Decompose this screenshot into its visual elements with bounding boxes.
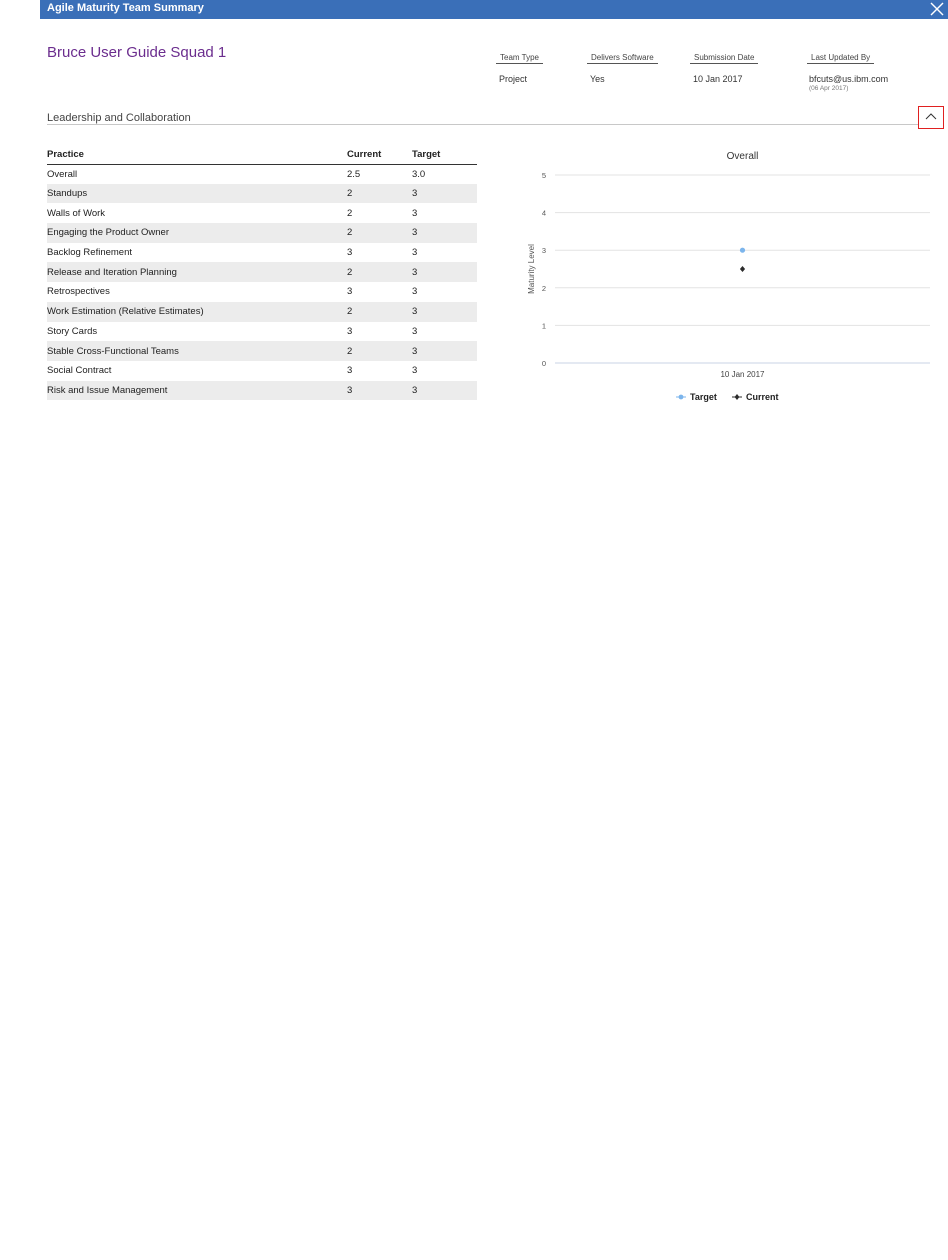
current-cell: 2 <box>347 207 353 219</box>
practice-cell: Stable Cross-Functional Teams <box>47 341 347 361</box>
practice-cell: Walls of Work <box>47 207 106 219</box>
table-row <box>47 322 477 342</box>
meta-value: Yes <box>590 74 605 84</box>
y-tick-label: 5 <box>541 171 547 180</box>
section-title: Leadership and Collaboration <box>47 112 191 124</box>
table-row <box>47 302 477 322</box>
y-tick-label: 4 <box>541 208 547 218</box>
practice-cell: Overall <box>47 168 78 180</box>
meta-label: Last Updated By <box>807 53 874 64</box>
table-row <box>47 203 477 223</box>
meta-label: Team Type <box>496 53 543 64</box>
current-cell: 3 <box>347 365 353 377</box>
table-row <box>47 381 477 401</box>
title-bar <box>40 0 948 19</box>
meta-value: bfcuts@us.ibm.com <box>809 74 889 84</box>
target-cell: 3 <box>412 325 418 337</box>
table-row <box>47 223 477 243</box>
target-cell: 3 <box>412 184 477 204</box>
practice-cell: Social Contract <box>47 365 112 377</box>
practice-cell: Engaging the Product Owner <box>47 223 347 243</box>
target-cell: 3 <box>412 341 477 361</box>
meta-sub: (06 Apr 2017) <box>809 85 849 92</box>
current-cell: 2 <box>347 341 412 361</box>
meta-label: Submission Date <box>690 53 758 64</box>
meta-team-type <box>496 47 543 84</box>
table-row <box>47 243 477 263</box>
target-cell: 3 <box>412 365 418 377</box>
column-header: Current <box>347 146 412 164</box>
table-header-row <box>47 146 477 164</box>
meta-last-updated-by <box>807 47 888 92</box>
practices-table <box>47 146 477 400</box>
practice-cell: Standups <box>47 184 347 204</box>
table-row <box>47 164 477 184</box>
y-tick-label: 2 <box>541 283 547 293</box>
y-tick-label: 0 <box>541 359 547 368</box>
y-axis-label: Maturity Level <box>527 244 536 294</box>
table-row <box>47 341 477 361</box>
legend-marker <box>679 395 684 400</box>
x-tick-label: 10 Jan 2017 <box>720 370 765 379</box>
overall-chart <box>510 140 940 415</box>
y-tick-label: 1 <box>541 321 547 331</box>
y-tick-label: 3 <box>541 246 547 256</box>
meta-delivers-software <box>587 47 658 84</box>
column-header: Target <box>412 146 477 164</box>
legend-label: Target <box>690 392 717 402</box>
target-cell: 3 <box>412 302 477 322</box>
practice-cell: Release and Iteration Planning <box>47 262 347 282</box>
current-cell: 3 <box>347 325 353 337</box>
practice-cell: Risk and Issue Management <box>47 381 347 401</box>
table-row <box>47 184 477 204</box>
meta-label: Delivers Software <box>587 53 658 64</box>
current-cell: 2 <box>347 262 412 282</box>
meta-value: 10 Jan 2017 <box>693 74 743 84</box>
current-cell: 2 <box>347 302 412 322</box>
current-cell: 3 <box>347 286 353 298</box>
target-cell: 3 <box>412 247 418 259</box>
target-cell: 3.0 <box>412 168 426 180</box>
table-row <box>47 262 477 282</box>
meta-value: Project <box>499 74 528 84</box>
window-title: Agile Maturity Team Summary <box>47 2 204 14</box>
practice-cell: Backlog Refinement <box>47 247 133 259</box>
practice-cell: Story Cards <box>47 325 98 337</box>
current-point <box>740 266 745 272</box>
table-body <box>47 164 477 400</box>
current-cell: 3 <box>347 247 353 259</box>
table-row <box>47 361 477 381</box>
close-icon[interactable] <box>929 1 945 17</box>
column-header: Practice <box>47 146 347 164</box>
chart-title: Overall <box>726 151 759 162</box>
collapse-section-button[interactable] <box>918 106 944 129</box>
target-cell: 3 <box>412 286 418 298</box>
target-cell: 3 <box>412 381 477 401</box>
legend-marker <box>735 394 740 400</box>
current-cell: 2 <box>347 223 412 243</box>
table-row <box>47 282 477 302</box>
target-cell: 3 <box>412 262 477 282</box>
legend-label: Current <box>746 392 779 402</box>
team-name: Bruce User Guide Squad 1 <box>47 44 227 61</box>
current-cell: 3 <box>347 381 412 401</box>
target-point <box>740 248 745 253</box>
chevron-up-icon <box>925 112 937 122</box>
target-cell: 3 <box>412 223 477 243</box>
practice-cell: Work Estimation (Relative Estimates) <box>47 302 347 322</box>
practice-cell: Retrospectives <box>47 286 110 298</box>
current-cell: 2 <box>347 184 412 204</box>
section-divider <box>47 124 919 125</box>
target-cell: 3 <box>412 207 418 219</box>
current-cell: 2.5 <box>347 168 361 180</box>
meta-submission-date <box>690 47 758 84</box>
